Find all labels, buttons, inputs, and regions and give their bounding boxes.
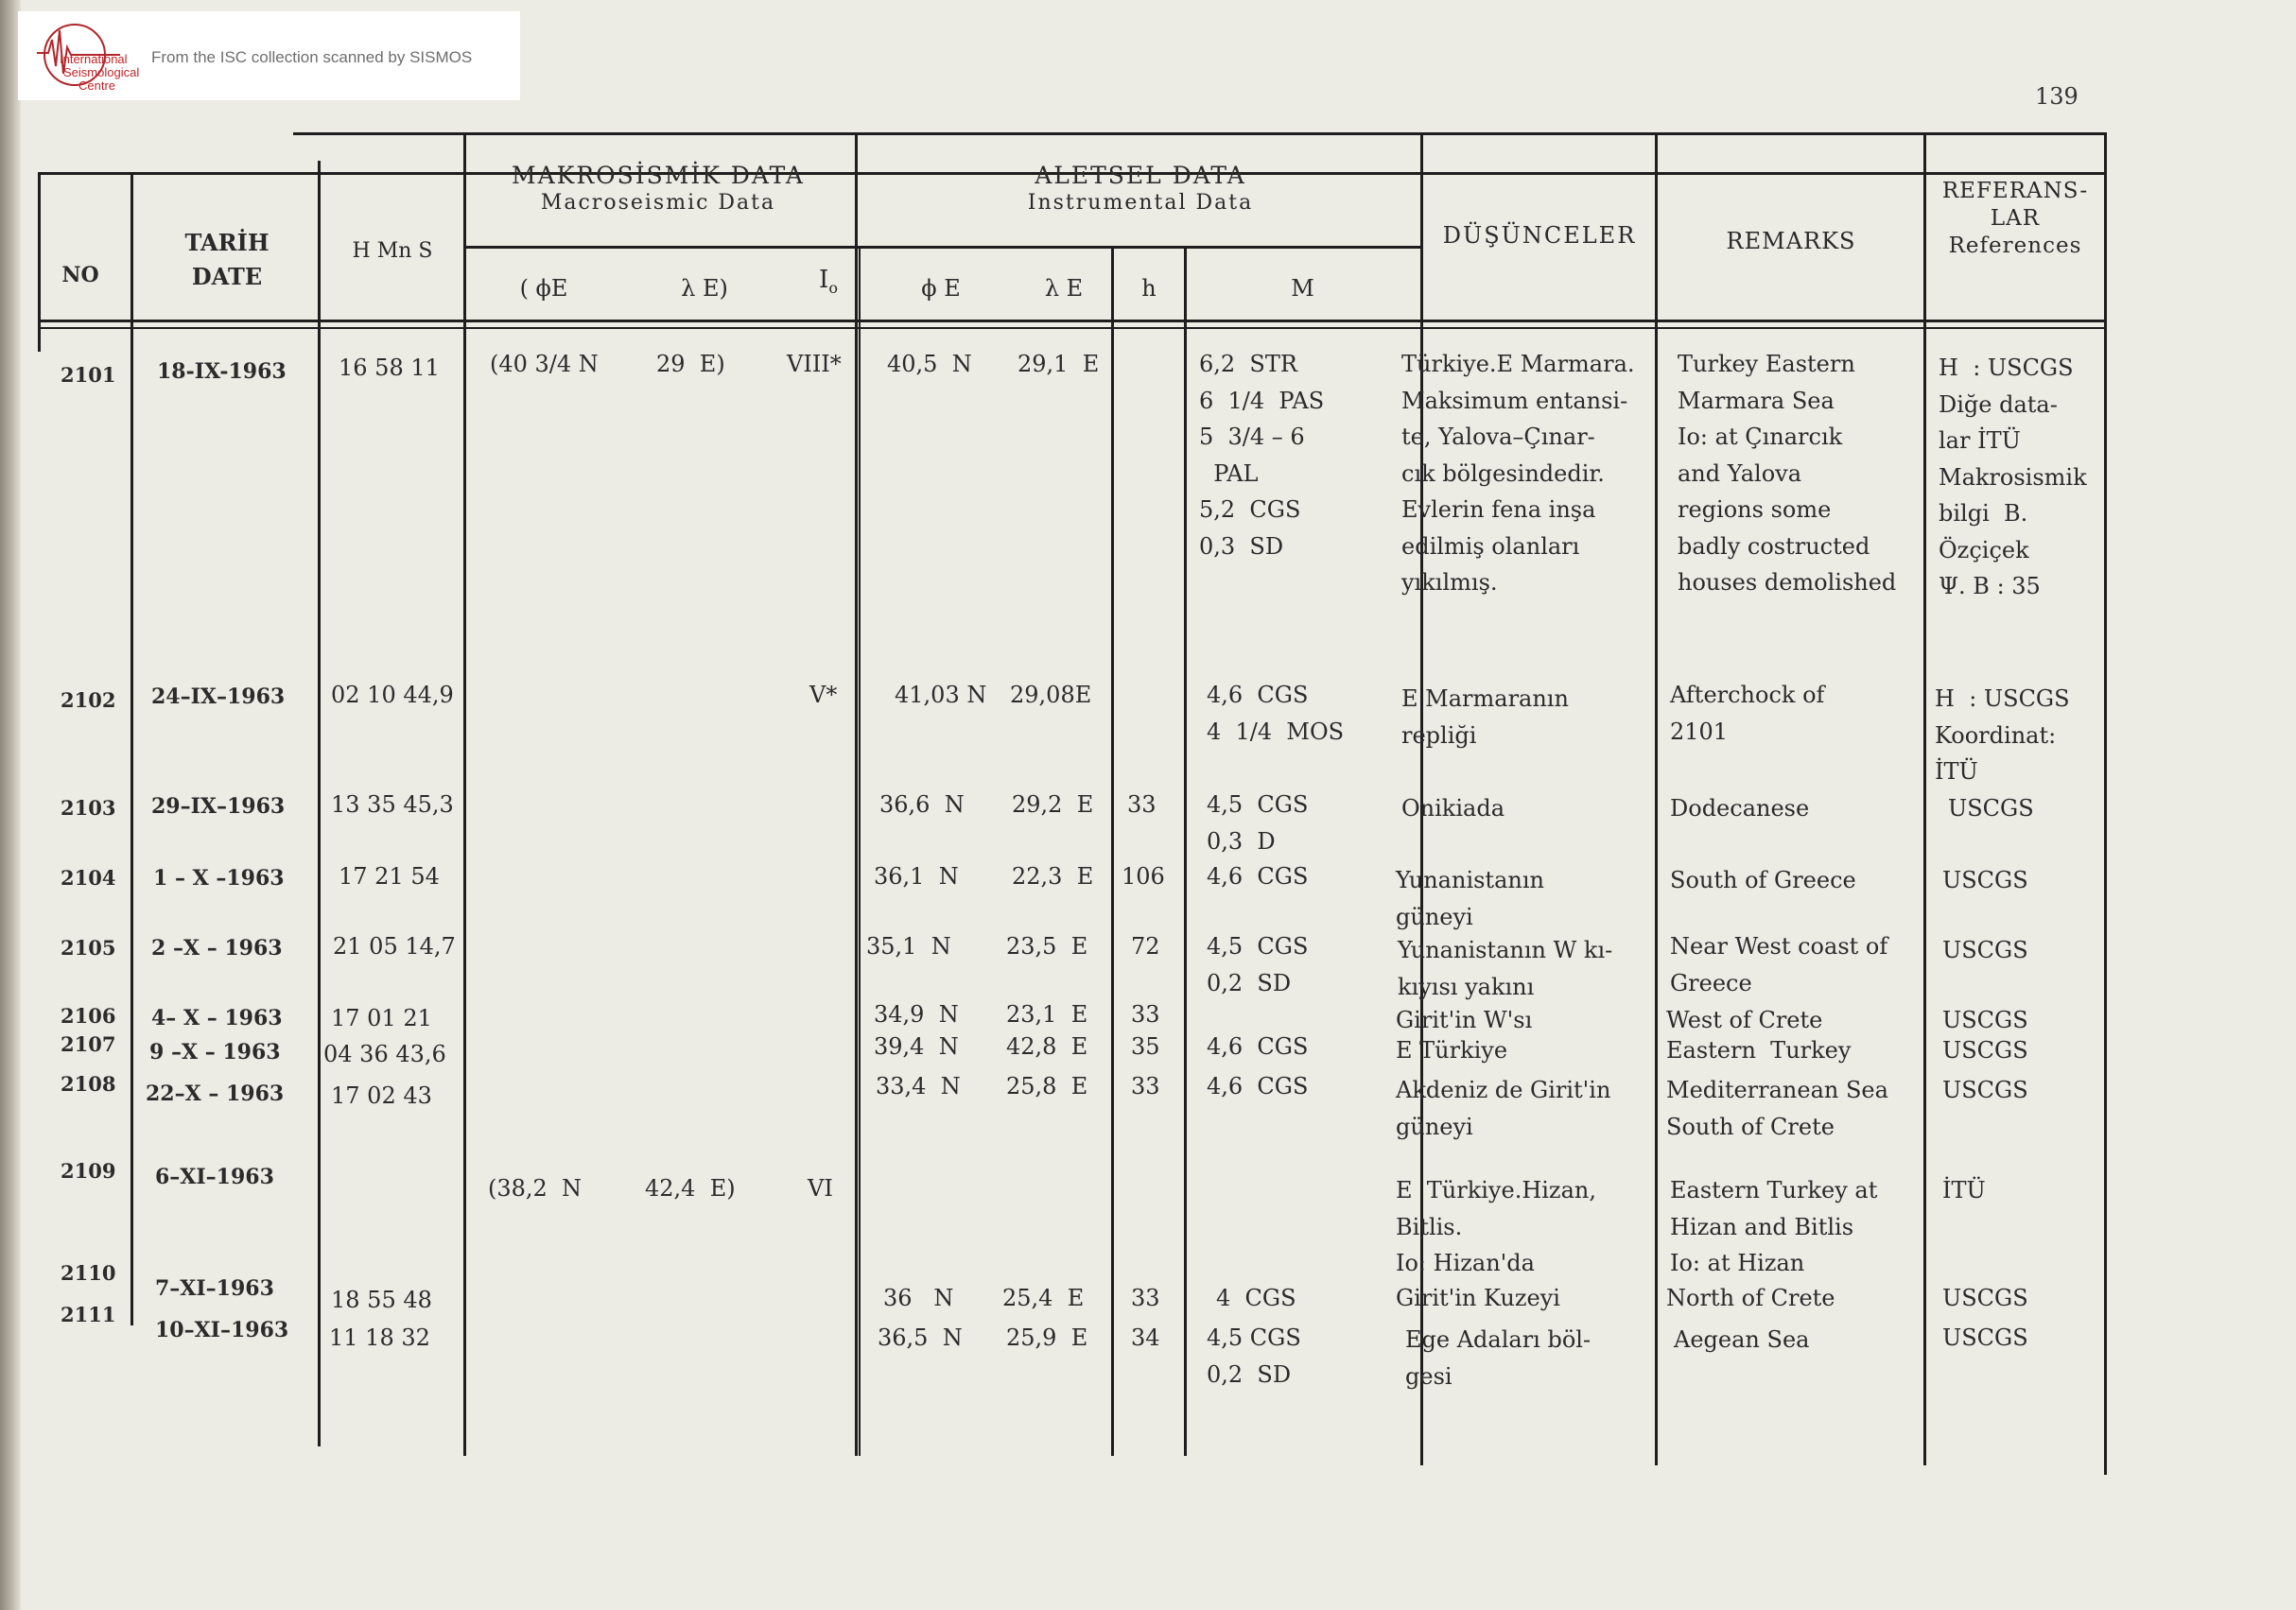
col-rule (855, 132, 858, 1456)
cell-date: 2 –X – 1963 (151, 936, 283, 961)
cell-dusunceler: Girit'in W'sı (1396, 1007, 1533, 1033)
cell-alet-phi: 39,4 N (874, 1033, 959, 1060)
cell-m: 6,2 STR 6 1/4 PAS 5 3/4 – 6 PAL 5,2 CGS 0,3 SD (1199, 351, 1325, 560)
cell-alet-phi: 36,5 N (878, 1324, 963, 1351)
cell-m: 4,6 CGS (1207, 1033, 1309, 1060)
cell-date: 18-IX-1963 (157, 359, 287, 384)
cell-time: 17 01 21 (331, 1005, 432, 1031)
header-io: $I_o$ (819, 266, 838, 298)
isc-logo-name-line: Seismological (63, 65, 140, 79)
header-alet-lambda: λ E (1044, 275, 1084, 302)
header-aletsel-title: ALETSEL DATA (1035, 162, 1246, 189)
cell-alet-lambda: 29,08E (1010, 682, 1092, 708)
header-dusunceler: DÜŞÜNCELER (1442, 222, 1637, 249)
cell-remarks: Afterchock of 2101 (1670, 682, 1825, 745)
cell-no: 2110 (61, 1261, 116, 1285)
cell-m: 4,6 CGS (1207, 863, 1309, 890)
cell-dusunceler: E Türkiye (1396, 1037, 1508, 1064)
cell-remarks: Turkey Eastern Marmara Sea Io: at Çınarcık and Yalova regions some badly costructed houses demolished (1678, 351, 1897, 596)
header-hmns: H Mn S (352, 239, 433, 263)
isc-logo-name-line: International (60, 52, 128, 66)
table-top-rule-upper (293, 132, 2107, 135)
cell-ref: USCGS (1942, 937, 2028, 963)
cell-remarks: West of Crete (1666, 1007, 1823, 1033)
cell-alet-phi: 36,6 N (879, 791, 965, 818)
cell-remarks: Eastern Turkey (1666, 1037, 1852, 1064)
header-alet-phi: ϕ E (921, 275, 961, 302)
cell-ref: USCGS (1948, 795, 2034, 822)
cell-alet-lambda: 29,2 E (1012, 791, 1094, 818)
cell-alet-lambda: 25,8 E (1006, 1073, 1088, 1099)
col-rule (1655, 132, 1658, 1465)
cell-m: 4,5 CGS 0,2 SD (1207, 933, 1309, 996)
isc-logo-name-line: Centre (78, 78, 116, 93)
cell-remarks: Dodecanese (1670, 795, 1810, 822)
header-h: h (1141, 275, 1157, 302)
cell-no: 2107 (61, 1032, 116, 1056)
header-remarks: REMARKS (1726, 228, 1856, 254)
cell-no: 2101 (61, 363, 116, 387)
cell-date: 10–XI–1963 (155, 1318, 289, 1342)
cell-makro-phi: (40 3/4 N (490, 351, 599, 377)
cell-date: 9 –X – 1963 (149, 1040, 281, 1065)
cell-date: 4– X – 1963 (151, 1006, 283, 1030)
header-m: M (1291, 275, 1314, 302)
cell-remarks: Mediterranean Sea South of Crete (1666, 1077, 1888, 1140)
cell-h: 33 (1127, 791, 1157, 818)
cell-ref: USCGS (1942, 1077, 2028, 1103)
cell-no: 2109 (61, 1159, 116, 1183)
cell-m: 4,6 CGS (1207, 1073, 1309, 1099)
cell-ref: USCGS (1942, 1037, 2028, 1064)
cell-alet-lambda: 25,4 E (1002, 1285, 1085, 1311)
header-bottom-rule (38, 320, 2107, 322)
cell-makro-lambda: 29 E) (656, 351, 725, 377)
cell-no: 2104 (61, 866, 116, 890)
cell-alet-phi: 34,9 N (874, 1001, 959, 1028)
cell-alet-phi: 41,03 N (895, 682, 987, 708)
earthquake-catalogue-table (38, 123, 2107, 1465)
header-makro-phi: ( ϕE (519, 275, 568, 302)
cell-h: 34 (1131, 1324, 1160, 1351)
cell-remarks: Near West coast of Greece (1670, 933, 1888, 996)
cell-time: 04 36 43,6 (323, 1041, 446, 1067)
header-makro-sub: Macroseismic Data (540, 191, 776, 216)
isc-logo-banner (18, 11, 520, 100)
cell-time: 17 02 43 (331, 1082, 432, 1109)
page-number: 139 (2035, 83, 2079, 110)
cell-time: 18 55 48 (331, 1287, 432, 1313)
header-references (1927, 178, 2103, 259)
header-date (142, 229, 312, 291)
col-rule (318, 161, 321, 1446)
header-io-subscript: o (828, 279, 838, 298)
cell-h: 106 (1122, 863, 1165, 890)
cell-m: 4,5 CGS 0,3 D (1207, 791, 1309, 855)
cell-alet-lambda: 23,5 E (1006, 933, 1088, 960)
col-rule (1111, 246, 1114, 1456)
cell-remarks: North of Crete (1666, 1285, 1835, 1311)
cell-io: V* (809, 682, 838, 708)
header-subdivide-rule (463, 246, 1422, 249)
cell-no: 2103 (61, 796, 116, 820)
cell-time: 21 05 14,7 (333, 933, 456, 960)
header-aletsel-sub: Instrumental Data (1027, 191, 1254, 216)
cell-date: 6–XI–1963 (155, 1165, 274, 1189)
page-gutter-shadow (0, 0, 21, 1610)
cell-ref: H : USCGS Diğe data- lar İTÜ Makrosismik bilgi B. Özçiçek Ψ. B : 35 (1939, 355, 2087, 599)
cell-date: 7–XI–1963 (155, 1276, 274, 1301)
cell-dusunceler: E Türkiye.Hizan, Bitlis. Io: Hizan'da (1396, 1177, 1596, 1276)
cell-h: 33 (1131, 1001, 1160, 1028)
col-rule (130, 172, 133, 1325)
cell-no: 2105 (61, 936, 116, 960)
cell-ref: İTÜ (1942, 1177, 1986, 1203)
cell-h: 35 (1131, 1033, 1160, 1060)
header-ref-line: LAR (1990, 205, 2041, 231)
cell-makro-lambda: 42,4 E) (645, 1175, 736, 1202)
cell-alet-lambda: 42,8 E (1006, 1033, 1088, 1060)
header-tarih: TARİH (184, 229, 270, 256)
cell-alet-phi: 40,5 N (887, 351, 972, 377)
cell-alet-lambda: 29,1 E (1018, 351, 1100, 377)
cell-alet-phi: 33,4 N (876, 1073, 961, 1099)
cell-no: 2106 (61, 1004, 116, 1028)
cell-time: 02 10 44,9 (331, 682, 454, 708)
col-rule (1923, 132, 1926, 1465)
cell-date: 1 – X –1963 (153, 866, 285, 891)
cell-time: 11 18 32 (329, 1324, 430, 1351)
cell-alet-phi: 35,1 N (866, 933, 951, 960)
col-rule (2104, 132, 2107, 1475)
cell-no: 2102 (61, 688, 116, 712)
cell-date: 22–X – 1963 (146, 1082, 285, 1106)
cell-remarks: South of Greece (1670, 867, 1856, 893)
cell-m: 4,5 CGS 0,2 SD (1207, 1324, 1301, 1388)
col-rule (1184, 246, 1187, 1456)
cell-ref: USCGS (1942, 1007, 2028, 1033)
header-makro-title: MAKROSİSMİK DATA (512, 162, 805, 189)
cell-no: 2111 (61, 1303, 116, 1326)
cell-ref: H : USCGS Koordinat: İTÜ (1935, 685, 2070, 785)
cell-time: 17 21 54 (339, 863, 440, 890)
header-date-en: DATE (191, 263, 263, 290)
cell-remarks: Eastern Turkey at Hizan and Bitlis Io: at Hizan (1670, 1177, 1878, 1276)
cell-h: 72 (1131, 933, 1160, 960)
cell-ref: USCGS (1942, 1324, 2028, 1351)
header-ref-line: REFERANS- (1941, 179, 2089, 203)
cell-alet-phi: 36,1 N (874, 863, 959, 890)
cell-date: 24–IX–1963 (151, 684, 286, 709)
cell-dusunceler: E Marmaranın repliği (1401, 685, 1569, 749)
cell-alet-lambda: 23,1 E (1006, 1001, 1088, 1028)
cell-alet-lambda: 22,3 E (1012, 863, 1094, 890)
cell-makro-phi: (38,2 N (488, 1175, 583, 1202)
cell-alet-phi: 36 N (883, 1285, 954, 1311)
cell-dusunceler: Akdeniz de Girit'in güneyi (1396, 1077, 1611, 1140)
cell-ref: USCGS (1942, 1285, 2028, 1311)
header-macroseismic (469, 161, 847, 216)
cell-io: VI (808, 1175, 833, 1202)
cell-time: 13 35 45,3 (331, 791, 454, 818)
cell-ref: USCGS (1942, 867, 2028, 893)
cell-remarks: Aegean Sea (1674, 1326, 1810, 1353)
header-bottom-rule-2 (38, 327, 2107, 329)
cell-date: 29–IX–1963 (151, 794, 286, 819)
cell-h: 33 (1131, 1073, 1160, 1099)
cell-io: VIII* (787, 351, 842, 377)
cell-dusunceler: Girit'in Kuzeyi (1396, 1285, 1560, 1311)
col-rule (463, 132, 466, 1456)
header-no: NO (61, 263, 99, 287)
header-instrumental (861, 161, 1420, 216)
col-rule (859, 246, 861, 1456)
cell-m: 4,6 CGS 4 1/4 MOS (1207, 682, 1345, 745)
header-ref-line: References (1948, 233, 2082, 258)
cell-alet-lambda: 25,9 E (1006, 1324, 1088, 1351)
cell-dusunceler: Onikiada (1401, 795, 1505, 822)
col-rule (38, 172, 41, 352)
cell-dusunceler: Türkiye.E Marmara. Maksimum entansi- te, Yalova–Çınar- cık bölgesindedir. Evlerin fena inşa edilmiş olanları yıkılmış. (1401, 351, 1635, 596)
cell-m: 4 CGS (1216, 1285, 1296, 1311)
cell-dusunceler: Yunanistanın W kı- kıyısı yakını (1398, 937, 1613, 1000)
cell-h: 33 (1131, 1285, 1160, 1311)
header-makro-lambda: λ E) (681, 275, 728, 302)
cell-time: 16 58 11 (339, 355, 440, 381)
cell-dusunceler: Yunanistanın güneyi (1396, 867, 1544, 930)
cell-dusunceler: Ege Adaları böl- gesi (1405, 1326, 1592, 1390)
cell-no: 2108 (61, 1072, 116, 1096)
scan-credit-text: From the ISC collection scanned by SISMOS (151, 48, 473, 66)
